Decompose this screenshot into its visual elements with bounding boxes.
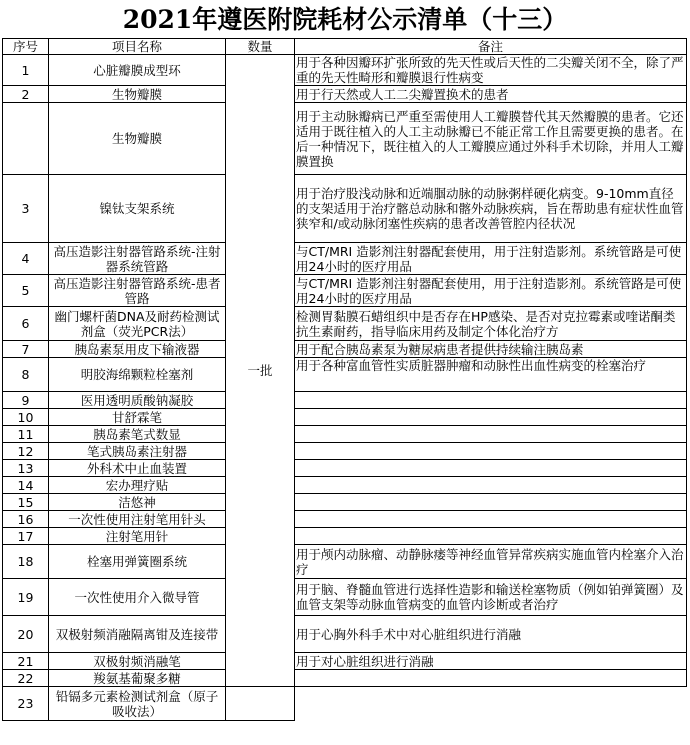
row-note: 用于对心脏组织进行消融 bbox=[295, 653, 687, 670]
table-row bbox=[3, 392, 687, 409]
row-no: 19 bbox=[3, 579, 49, 616]
row-name: 铅镉多元素检测试剂盒（原子吸收法） bbox=[49, 687, 226, 721]
row-name: 羧氨基葡聚多糖 bbox=[49, 670, 226, 687]
header-note: 备注 bbox=[295, 39, 687, 55]
row-note: 检测胃黏膜石蜡组织中是否存在HP感染、是否对克拉霉素或喹诺酮类抗生素耐药，指导临床用药及制定个体化治疗方 bbox=[295, 307, 687, 341]
row-name: 明胶海绵颗粒栓塞剂 bbox=[49, 358, 226, 392]
table-row bbox=[3, 511, 687, 528]
row-no: 8 bbox=[3, 358, 49, 392]
row-no: 22 bbox=[3, 670, 49, 687]
row-no: 9 bbox=[3, 392, 49, 409]
row-note bbox=[295, 443, 687, 460]
table-row bbox=[3, 528, 687, 545]
row-note bbox=[295, 494, 687, 511]
consumables-table bbox=[2, 38, 687, 721]
row-note bbox=[295, 477, 687, 494]
table-row bbox=[3, 409, 687, 426]
row-no: 16 bbox=[3, 511, 49, 528]
row-name: 双极射频消融笔 bbox=[49, 653, 226, 670]
table-row bbox=[3, 653, 687, 670]
row-note: 用于行天然或人工二尖瓣置换术的患者 bbox=[295, 86, 687, 103]
row-no: 23 bbox=[3, 687, 49, 721]
table-row bbox=[3, 670, 687, 687]
table-row bbox=[3, 55, 687, 86]
row-no: 3 bbox=[3, 175, 49, 243]
row-no: 7 bbox=[3, 341, 49, 358]
row-note: 用于各种因瓣环扩张所致的先天性或后天性的二尖瓣关闭不全，除了严重的先天性畸形和瓣膜退行性病变 bbox=[295, 55, 687, 86]
row-name: 双极射频消融隔离钳及连接带 bbox=[49, 616, 226, 653]
table-row bbox=[3, 86, 687, 103]
quantity-cell: 一批 bbox=[226, 55, 295, 687]
row-name: 镍钛支架系统 bbox=[49, 175, 226, 243]
table-row bbox=[3, 545, 687, 579]
row-no: 11 bbox=[3, 426, 49, 443]
row-note bbox=[226, 687, 295, 721]
table-row bbox=[3, 687, 687, 721]
row-note bbox=[295, 511, 687, 528]
table-row bbox=[3, 460, 687, 477]
row-name: 外科术中止血装置 bbox=[49, 460, 226, 477]
page-title: 2021年遵医附院耗材公示清单（十三） bbox=[122, 5, 568, 34]
row-note: 用于主动脉瓣病已严重至需使用人工瓣膜替代其天然瓣膜的患者。它还适用于既往植入的人工主动脉瓣已不能正常工作且需要更换的患者。在后一种情况下，既往植入的人工瓣膜应通过外科手术切除，并用人工瓣膜置换 bbox=[295, 103, 687, 175]
row-name: 生物瓣膜 bbox=[49, 103, 226, 175]
table-row bbox=[3, 307, 687, 341]
row-name: 胰岛素泵用皮下输液器 bbox=[49, 341, 226, 358]
row-name: 甘舒霖笔 bbox=[49, 409, 226, 426]
row-no: 10 bbox=[3, 409, 49, 426]
row-name: 心脏瓣膜成型环 bbox=[49, 55, 226, 86]
row-name: 胰岛素笔式数显 bbox=[49, 426, 226, 443]
header-row bbox=[3, 39, 687, 55]
row-note bbox=[295, 409, 687, 426]
row-name: 一次性使用介入微导管 bbox=[49, 579, 226, 616]
row-note: 用于颅内动脉瘤、动静脉瘘等神经血管异常疾病实施血管内栓塞介入治疗 bbox=[295, 545, 687, 579]
table-row bbox=[3, 175, 687, 243]
row-name: 高压造影注射器管路系统-注射器系统管路 bbox=[49, 243, 226, 275]
row-name: 高压造影注射器管路系统-患者管路 bbox=[49, 275, 226, 307]
table-row bbox=[3, 275, 687, 307]
row-no: 14 bbox=[3, 477, 49, 494]
row-no: 15 bbox=[3, 494, 49, 511]
header-no: 序号 bbox=[3, 39, 49, 55]
row-note: 用于治疗股浅动脉和近端腘动脉的动脉粥样硬化病变。9-10mm直径的支架适用于治疗髂总动脉和髂外动脉疾病，旨在帮助患有症状性血管狭窄和/或动脉闭塞性疾病的患者改善管腔内径状况 bbox=[295, 175, 687, 243]
row-note bbox=[295, 426, 687, 443]
row-no: 4 bbox=[3, 243, 49, 275]
table-row bbox=[3, 477, 687, 494]
header-name: 项目名称 bbox=[49, 39, 226, 55]
row-name: 栓塞用弹簧圈系统 bbox=[49, 545, 226, 579]
table-row bbox=[3, 579, 687, 616]
row-no: 1 bbox=[3, 55, 49, 86]
row-name: 笔式胰岛素注射器 bbox=[49, 443, 226, 460]
row-note: 与CT/MRI 造影剂注射器配套使用，用于注射造影剂。系统管路是可使用24小时的医疗用品 bbox=[295, 275, 687, 307]
table-row bbox=[3, 443, 687, 460]
row-no: 6 bbox=[3, 307, 49, 341]
row-name: 宏办理疗贴 bbox=[49, 477, 226, 494]
row-no: 21 bbox=[3, 653, 49, 670]
table-row bbox=[3, 243, 687, 275]
row-no: 18 bbox=[3, 545, 49, 579]
row-no: 20 bbox=[3, 616, 49, 653]
table-row bbox=[3, 358, 687, 392]
row-no: 17 bbox=[3, 528, 49, 545]
row-note: 与CT/MRI 造影剂注射器配套使用，用于注射造影剂。系统管路是可使用24小时的医疗用品 bbox=[295, 243, 687, 275]
row-no: 12 bbox=[3, 443, 49, 460]
row-note bbox=[295, 460, 687, 477]
row-note bbox=[295, 392, 687, 409]
table-row bbox=[3, 426, 687, 443]
row-note: 用于配合胰岛素泵为糖尿病患者提供持续输注胰岛素 bbox=[295, 341, 687, 358]
row-no bbox=[3, 103, 49, 175]
row-name: 注射笔用针 bbox=[49, 528, 226, 545]
row-no: 5 bbox=[3, 275, 49, 307]
row-note: 用于心胸外科手术中对心脏组织进行消融 bbox=[295, 616, 687, 653]
row-name: 医用透明质酸钠凝胶 bbox=[49, 392, 226, 409]
row-name: 幽门螺杆菌DNA及耐药检测试剂盒（荧光PCR法） bbox=[49, 307, 226, 341]
row-name: 生物瓣膜 bbox=[49, 86, 226, 103]
row-no: 13 bbox=[3, 460, 49, 477]
row-no: 2 bbox=[3, 86, 49, 103]
table-row bbox=[3, 616, 687, 653]
table-row bbox=[3, 341, 687, 358]
row-name: 一次性使用注射笔用针头 bbox=[49, 511, 226, 528]
header-qty: 数量 bbox=[226, 39, 295, 55]
row-note: 用于各种富血管性实质脏器肿瘤和动脉性出血性病变的栓塞治疗 bbox=[295, 358, 687, 392]
table-row bbox=[3, 494, 687, 511]
row-note: 用于脑、脊髓血管进行选择性造影和输送栓塞物质（例如铂弹簧圈）及血管支架等动脉血管病变的血管内诊断或者治疗 bbox=[295, 579, 687, 616]
row-note bbox=[295, 528, 687, 545]
row-note bbox=[295, 670, 687, 687]
table-row bbox=[3, 103, 687, 175]
row-name: 洁悠神 bbox=[49, 494, 226, 511]
